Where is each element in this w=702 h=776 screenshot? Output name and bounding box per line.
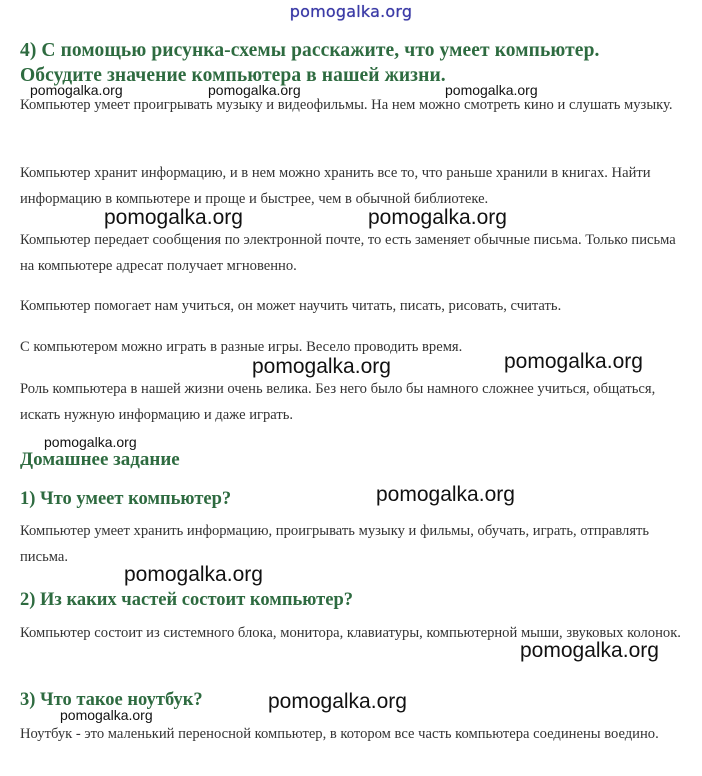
homework-heading: Домашнее задание <box>20 449 180 470</box>
watermark: pomogalka.org <box>124 563 263 586</box>
question-heading: 2) Из каких частей состоит компьютер? <box>20 590 354 610</box>
watermark: pomogalka.org <box>445 82 538 98</box>
site-logo-text[interactable]: pomogalka.org <box>289 2 413 21</box>
answer-paragraph: Компьютер состоит из системного блока, монитора, клавиатуры, компьютерной мыши, звуковых колонок. <box>20 625 681 641</box>
task-paragraph: С компьютером можно играть в разные игры. Весело проводить время. <box>20 339 463 355</box>
task-paragraph: Роль компьютера в нашей жизни очень велика. Без него было бы намного сложнее учиться, общаться, искать нужную информацию и даже играть. <box>20 381 656 423</box>
answer-paragraph: Ноутбук - это маленький переносной компьютер, в котором все часть компьютера соединены воедино. <box>20 726 659 742</box>
watermark: pomogalka.org <box>44 434 137 450</box>
site-logo[interactable] <box>0 2 702 21</box>
watermark: pomogalka.org <box>60 707 153 723</box>
watermark: pomogalka.org <box>520 639 659 662</box>
watermark: pomogalka.org <box>252 355 391 378</box>
task-paragraph: Компьютер помогает нам учиться, он может научить читать, писать, рисовать, считать. <box>20 298 562 314</box>
watermark: pomogalka.org <box>376 483 515 506</box>
task-paragraph: Компьютер хранит информацию, и в нем можно хранить все то, что раньше хранили в книгах. Найти информацию в компьютере и проще и быстрее, чем в обычной библиотеке. <box>20 165 651 207</box>
task-paragraph: Компьютер передает сообщения по электронной почте, то есть заменяет обычные письма. Только письма на компьютере адресат получает мгновенно. <box>20 232 676 274</box>
question-heading: 3) Что такое ноутбук? <box>20 690 203 710</box>
answer-paragraph: Компьютер умеет хранить информацию, проигрывать музыку и фильмы, обучать, играть, отправлять письма. <box>20 523 650 565</box>
watermark: pomogalka.org <box>504 350 643 373</box>
watermark: pomogalka.org <box>368 206 507 229</box>
watermark: pomogalka.org <box>268 690 407 713</box>
watermark: pomogalka.org <box>30 82 123 98</box>
question-heading: 1) Что умеет компьютер? <box>20 489 232 509</box>
task-paragraph: Компьютер умеет проигрывать музыку и видеофильмы. На нем можно смотреть кино и слушать музыку. <box>20 97 673 113</box>
watermark: pomogalka.org <box>208 82 301 98</box>
watermark: pomogalka.org <box>104 206 243 229</box>
task-heading: 4) С помощью рисунка-схемы расскажите, что умеет компьютер. Обсудите значение компьютера в нашей жизни. <box>20 40 600 86</box>
